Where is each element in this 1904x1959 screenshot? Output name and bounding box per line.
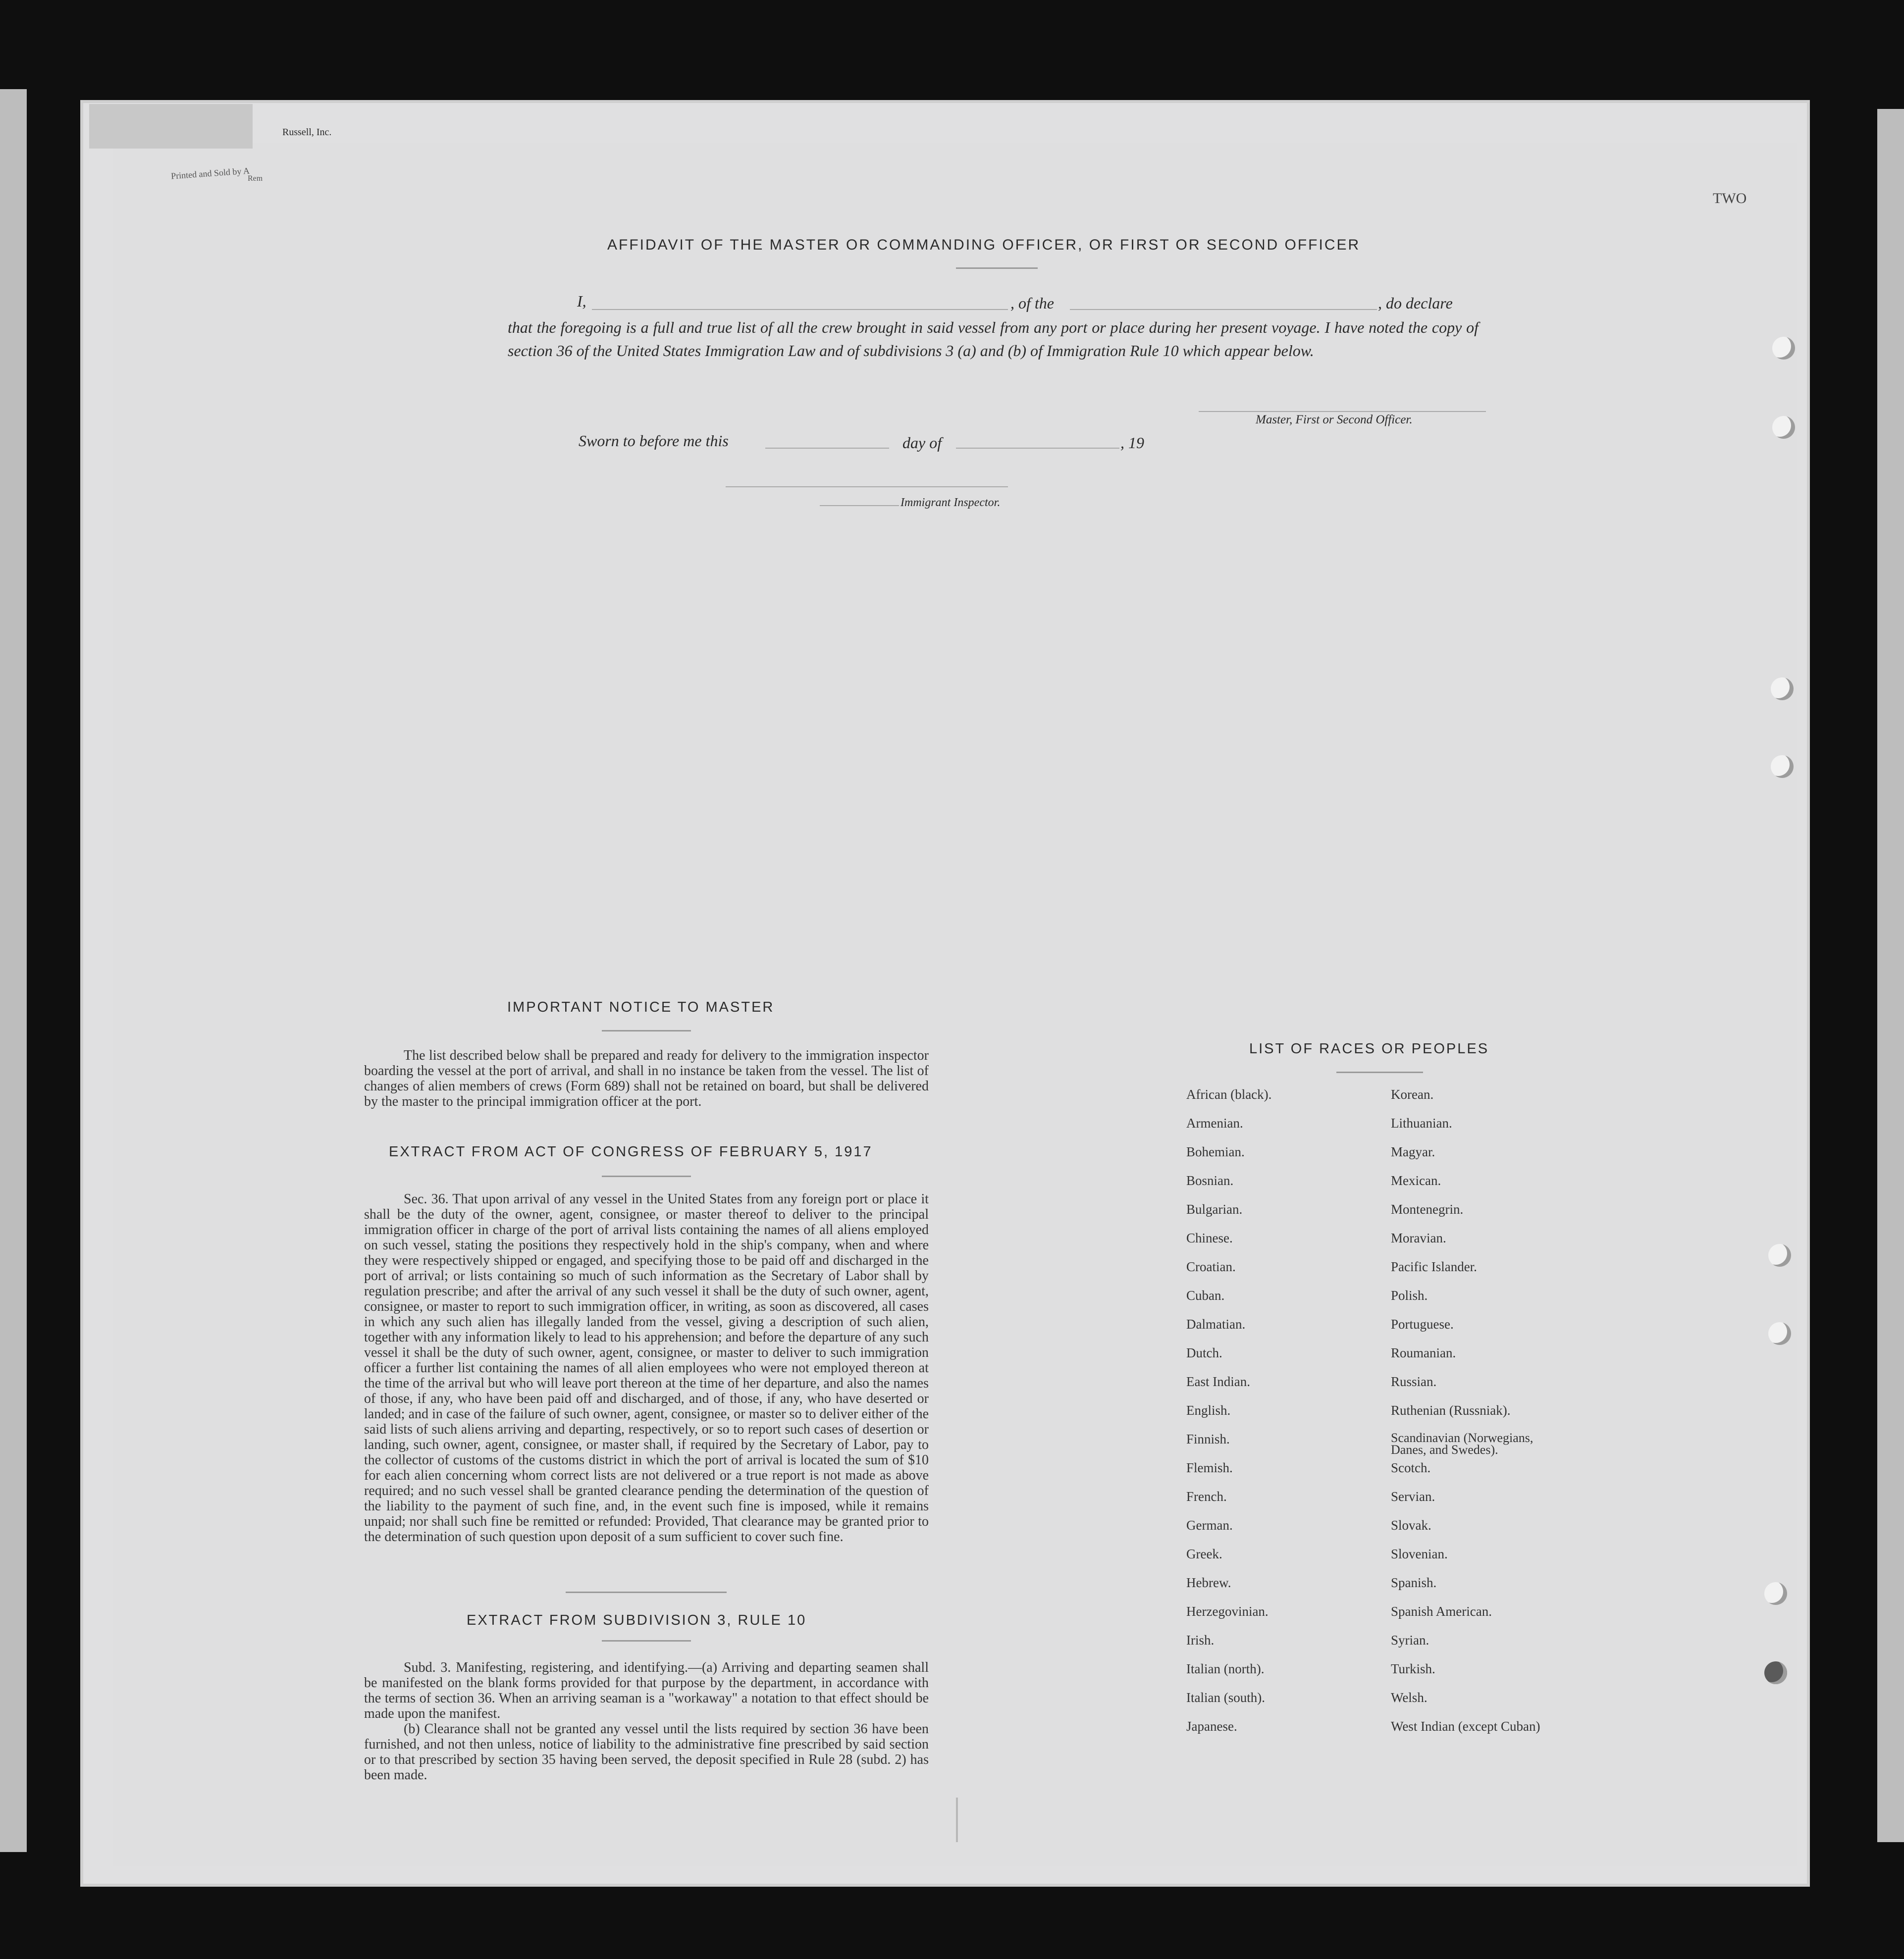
rule-extract-title: EXTRACT FROM SUBDIVISION 3, RULE 10 <box>467 1612 807 1628</box>
race-item: Italian (north). <box>1186 1661 1265 1676</box>
left-adjacent-page-edge <box>0 89 27 1852</box>
affidavit-title: AFFIDAVIT OF THE MASTER OR COMMANDING OFFICER, OR FIRST OR SECOND OFFICER <box>607 237 1361 253</box>
race-item: African (black). <box>1186 1087 1272 1102</box>
divider <box>566 1592 727 1593</box>
affidavit-line1-start: I, <box>577 292 586 310</box>
race-item: Welsh. <box>1391 1690 1428 1705</box>
race-item: Bohemian. <box>1186 1144 1245 1159</box>
race-item: Montenegrin. <box>1391 1202 1464 1217</box>
divider <box>602 1176 691 1177</box>
race-item: Pacific Islander. <box>1391 1259 1477 1274</box>
race-item: Mexican. <box>1391 1173 1441 1188</box>
act-extract-text: Sec. 36. That upon arrival of any vessel in the United States from any foreign port or place it shall be the duty of the owner, agent, consignee, or master thereof to deliver to the principal immigration officer in charge of the port of arrival lists containing the names of all aliens employed on such vessel, stating the positions they respectively hold in the ship's company, when and where they were respectively shipped or engaged, and specifying those to be paid off and discharged in the port of arrival; or lists containing so much of such information as the Secretary of Labor shall by regulation prescribe; and after the arrival of any such vessel it shall be the duty of such owner, agent, consignee, or master to report to such immigration officer, in writing, as soon as discovered, all cases in which any such alien has illegally landed from the vessel, giving a description of such alien, together with any information likely to lead to his apprehension; and before the departure of any such vessel it shall be the duty of such owner, agent, consignee, or master to deliver to such immigration officer a further list containing the names of all alien employees who were not employed thereon at the time of the arrival but who will leave port thereon at the time of her departure, and also the names of those, if any, who have been paid off and discharged, and of those, if any, who have deserted or landed; and in case of the failure of such owner, agent, consignee, or master so to deliver either of the said lists of such aliens arriving and departing, respectively, or so to report such cases of desertion or landing, such owner, agent, consignee, or master shall, if required by the Secretary of Labor, pay to the collector of customs of the customs district in which the port of arrival is located the sum of $10 for each alien concerning whom correct lists are not delivered or a true report is not made as above required; and no such vessel shall be granted clearance pending the determination of the question of the liability to the payment of such fine, and, in the event such fine is imposed, while it remains unpaid; nor shall such fine be remitted or refunded: Provided, That clearance may be granted prior to the determination of such question upon deposit of a sum sufficient to cover such fine. <box>364 1191 929 1545</box>
race-item: Dalmatian. <box>1186 1317 1246 1332</box>
race-item: Moravian. <box>1391 1231 1446 1245</box>
divider <box>1336 1072 1423 1073</box>
races-title: LIST OF RACES OR PEOPLES <box>1249 1041 1489 1057</box>
race-item: Spanish American. <box>1391 1604 1492 1619</box>
inspector-caption: Immigrant Inspector. <box>900 496 1001 509</box>
divider <box>602 1030 691 1031</box>
inspector-name-line <box>820 505 899 506</box>
race-item: Herzegovinian. <box>1186 1604 1269 1619</box>
race-item: Hebrew. <box>1186 1575 1231 1590</box>
race-item: Turkish. <box>1391 1661 1435 1676</box>
race-item: Greek. <box>1186 1547 1222 1561</box>
race-item: Scandinavian (Norwegians, Danes, and Swedes). <box>1391 1431 1534 1457</box>
sworn-mid: day of <box>902 434 942 452</box>
binder-hole <box>1771 677 1794 700</box>
center-fold <box>956 1798 958 1842</box>
races-right-column <box>1391 1087 1569 1748</box>
race-item: Bosnian. <box>1186 1173 1234 1188</box>
divider <box>602 1640 691 1642</box>
race-item: Spanish. <box>1391 1575 1437 1590</box>
race-item: Flemish. <box>1186 1460 1233 1475</box>
affidavit-line1-mid: , of the <box>1010 294 1054 312</box>
race-item: Servian. <box>1391 1489 1435 1504</box>
race-item: Ruthenian (Russniak). <box>1391 1403 1511 1418</box>
month-blank <box>956 448 1119 449</box>
rule-extract-para-b: (b) Clearance shall not be granted any vessel until the lists required by section 36 have been furnished, and not then unless, notice of liability to the administrative fine prescribed by said section or to that prescribed by section 35 having been served, the deposit specified in Rule 28 (subd. 2) has been made. <box>364 1721 929 1783</box>
binder-hole <box>1764 1661 1787 1684</box>
inspector-signature-line <box>726 486 1008 487</box>
binder-hole <box>1772 416 1795 439</box>
race-item: Slovenian. <box>1391 1547 1448 1561</box>
race-item: Polish. <box>1391 1288 1428 1303</box>
binder-hole <box>1771 755 1794 778</box>
race-item: Japanese. <box>1186 1719 1237 1734</box>
race-item: Croatian. <box>1186 1259 1236 1274</box>
race-item: Russian. <box>1391 1374 1437 1389</box>
race-item: Finnish. <box>1186 1432 1230 1446</box>
notice-title: IMPORTANT NOTICE TO MASTER <box>507 999 775 1015</box>
right-adjacent-page-edge <box>1877 109 1904 1842</box>
binder-hole <box>1772 337 1795 360</box>
race-item: Bulgarian. <box>1186 1202 1243 1217</box>
race-item: English. <box>1186 1403 1231 1418</box>
race-item: Italian (south). <box>1186 1690 1265 1705</box>
act-extract-title: EXTRACT FROM ACT OF CONGRESS OF FEBRUARY 5, 1917 <box>389 1144 873 1160</box>
race-item: Syrian. <box>1391 1633 1429 1648</box>
sworn-end: , 19 <box>1120 434 1144 452</box>
stamp-left-sub: Rem <box>248 174 263 183</box>
corner-tab <box>89 104 253 149</box>
race-item: East Indian. <box>1186 1374 1250 1389</box>
race-item: Chinese. <box>1186 1231 1233 1245</box>
stamp-top: Russell, Inc. <box>282 127 332 138</box>
affidavit-line1-end: , do declare <box>1378 294 1453 312</box>
race-item: Scotch. <box>1391 1460 1431 1475</box>
race-item: French. <box>1186 1489 1227 1504</box>
race-item: Dutch. <box>1186 1345 1222 1360</box>
rule-extract-para-a: Subd. 3. Manifesting, registering, and identifying.—(a) Arriving and departing seamen shall be manifested on the blank forms provided for that purpose by the department, in accordance with the terms of section 36. When an arriving seaman is a "workaway" a notation to that effect should be made upon the manifest. <box>364 1660 929 1721</box>
notice-text: The list described below shall be prepared and ready for delivery to the immigration inspector boarding the vessel at the port of arrival, and shall in no instance be taken from the vessel. The list of changes of alien members of crews (Form 689) shall not be retained on board, but shall be delivered by the master to the principal immigration officer at the port. <box>364 1048 929 1109</box>
race-item: Irish. <box>1186 1633 1215 1648</box>
race-item: Portuguese. <box>1391 1317 1454 1332</box>
binder-hole <box>1768 1322 1791 1345</box>
race-item: Cuban. <box>1186 1288 1225 1303</box>
race-item: West Indian (except Cuban) <box>1391 1719 1540 1734</box>
vessel-blank <box>1070 309 1377 310</box>
divider <box>956 267 1038 269</box>
name-blank <box>592 309 1008 310</box>
binder-hole <box>1764 1582 1787 1605</box>
race-item: Magyar. <box>1391 1144 1435 1159</box>
day-blank <box>765 448 889 449</box>
affidavit-paragraph: that the foregoing is a full and true list of all the crew brought in said vessel from any port or place during her present voyage. I have noted the copy of section 36 of the United States Immigration Law and of subdivisions 3 (a) and (b) of Immigration Rule 10 which appear below. <box>508 318 1479 360</box>
sworn-start: Sworn to before me this <box>579 432 729 450</box>
race-item: Slovak. <box>1391 1518 1431 1533</box>
race-item: Roumanian. <box>1391 1345 1456 1360</box>
race-item: German. <box>1186 1518 1233 1533</box>
race-item: Korean. <box>1391 1087 1434 1102</box>
binder-hole <box>1768 1244 1791 1267</box>
master-signature-line <box>1199 411 1486 412</box>
race-item: Lithuanian. <box>1391 1116 1452 1131</box>
master-caption: Master, First or Second Officer. <box>1256 413 1413 426</box>
page-label: TWO <box>1713 190 1747 206</box>
stamp-left: Printed and Sold by A <box>170 165 250 181</box>
races-left-column <box>1186 1087 1271 1748</box>
race-item: Armenian. <box>1186 1116 1243 1131</box>
